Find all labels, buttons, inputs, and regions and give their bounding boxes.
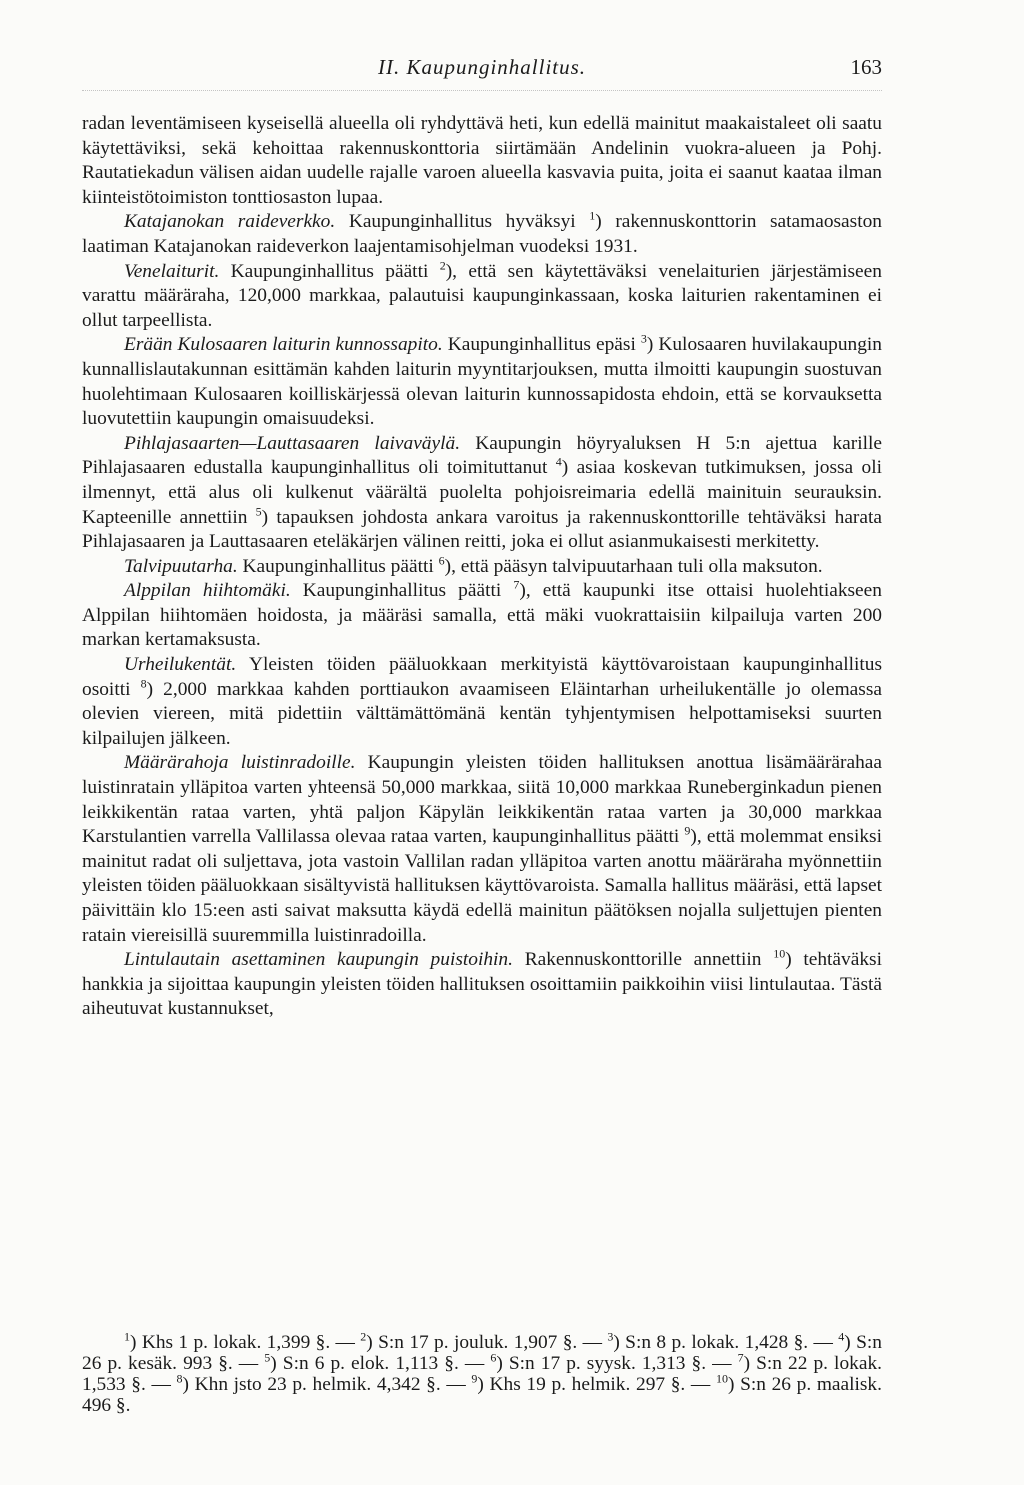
footnote-text: S:n 17 p. syysk. 1,313 §. —: [508, 1353, 732, 1374]
paragraph-text: radan leventämiseen kyseisellä alueella oli ryhdyttävä heti, kun edellä mainitut maakaistaleet oli saatu käytettäviksi, sekä kehoittaa rakennuskonttoria siirtämään Andelinin vuokra-alueen ja Pohj. Rautatiekadun välisen aidan uudelle rajalle varoen alueella kasvavia puita, joita ei saanut kaataa ilman kiinteistötoimiston tonttiosaston lupaa.: [82, 113, 882, 208]
paragraph-heading: Määrärahoja luistinradoille.: [124, 752, 356, 774]
footnote-ref: 2: [439, 258, 446, 273]
paragraph-heading: Pihlajasaarten—Lauttasaaren laivaväylä.: [124, 432, 461, 454]
footnote-number: 4: [838, 1329, 845, 1344]
footnote-number: 2: [360, 1329, 367, 1344]
paragraph-text: rakennuskonttorin satamaosaston laatiman Katajanokan raideverkon laajentamisohjelman vuodeksi 1931.: [82, 211, 882, 257]
paragraph-text: asiaa koskevan tutkimuksen, jossa oli ilmennyt, että alus oli kulkenut väärältä puolelta pohjoisreimaria edellä mainituin seurauksin. Kapteenille annettiin: [82, 457, 882, 528]
footnote-number: 6: [490, 1350, 497, 1365]
running-header: [82, 52, 882, 82]
footnote-ref: 6: [438, 553, 445, 568]
header-divider: [82, 90, 882, 91]
paragraph-text: tapauksen johdosta ankara varoitus ja rakennuskonttorille tehtäväksi harata Pihlajasaaren ja Lauttasaaren eteläkärjen välinen reitti, joka ei ollut asianmukaisesti merkitetty.: [82, 506, 882, 553]
paragraph-heading: Lintulautain asettaminen kaupungin puistoihin.: [124, 949, 513, 971]
paragraph-text: Kaupunginhallitus epäsi: [447, 334, 636, 356]
footnote-ref: 4: [555, 454, 562, 469]
paragraph-text: Rakennuskonttorille annettiin: [524, 949, 762, 971]
footnote-number: 3: [607, 1329, 614, 1344]
paragraph-heading: Urheilukentät.: [124, 654, 237, 676]
paragraph-continuation: [82, 112, 882, 210]
paragraph-text: Kulosaaren huvilakaupungin kunnallislautakunnan esittämän kahden laiturin myyntitarjouksen, mutta ilmoitti kaupungin suostuvan huolehtimaan Kulosaaren koilliskärjessä olevan laiturin kunnossapidosta ehdoin, että se korvauksetta luovutettiin kaupungin omaisuudeksi.: [82, 334, 883, 430]
footnote-text: S:n 22 p. lokak. 1,533 §. —: [82, 1353, 882, 1395]
footnote-ref: 3: [640, 331, 647, 346]
footnote-ref: 10: [773, 946, 786, 961]
paragraph-laivavayla: Pihlajasaarten—Lauttasaaren laivaväylä. Kaupungin höyryaluksen H 5:n ajettua karille Pihlajasaaren edustalla kaupunginhallitus oli toimituttanut $^4$) asiaa koskevan tutkimuksen, jossa oli ilmennyt, että alus oli kulkenut väärältä puolelta pohjoisreimaria edellä mainituin seurauksin. Kapteenille annettiin $^5$) tapauksen johdosta ankara varoitus ja rakennuskonttorille tehtäväksi harata Pihlajasaaren ja Lauttasaaren eteläkärjen välinen reitti, joka ei ollut asianmukaisesti merkitetty.: [82, 432, 882, 553]
footnote-text: S:n 6 p. elok. 1,113 §. —: [282, 1353, 485, 1374]
body-text: [82, 112, 882, 1022]
paragraph-text: , että molemmat ensiksi mainitut radat oli suljettava, jota vastoin Vallilan radan ylläpitoa varten anottu määräraha myönnettiin yleisten töiden pääluokkaan sisältyvistä hallituksen käyttövaroista. Samalla hallitus määräsi, että lapset päivittäin klo 15:een asti saivat maksutta käydä edellä mainitun päätöksen nojalla suljettujen pienten ratain viereisillä suuremmilla luistinradoilla.: [82, 826, 882, 946]
paragraph-heading: Erään Kulosaaren laiturin kunnossapito.: [124, 334, 443, 356]
footnotes: [82, 1329, 882, 1416]
footnote-number: 10: [715, 1371, 728, 1386]
footnote-ref: 8: [140, 676, 147, 691]
paragraph-text: Kaupunginhallitus päätti: [230, 260, 429, 282]
page-number: 163: [850, 55, 882, 79]
paragraph-text: Kaupungin höyryaluksen H 5:n ajettua karille Pihlajasaaren edustalla kaupunginhallitus oli toimituttanut: [82, 432, 882, 479]
paragraph-talvipuutarha: Talvipuutarha. Kaupunginhallitus päätti $^6$), että pääsyn talvipuutarhaan tuli olla maksuton.: [124, 553, 823, 577]
paragraph-venelaiturit: Venelaiturit. Kaupunginhallitus päätti $^2$), että sen käytettäväksi venelaiturien järjestämiseen varattu määräraha, 120,000 markkaa, palautuisi kaupunginkassaan, koska laiturien rakentaminen ei ollut tarpeellista.: [82, 258, 882, 331]
chapter-title: II. Kaupunginhallitus.: [377, 55, 587, 79]
paragraph-luistinradat: Määrärahoja luistinradoille. Kaupungin yleisten töiden hallituksen anottua lisämäärärahaa luistinratain ylläpitoa varten yhteensä 50,000 markkaa, siitä 10,000 markkaa Runeberginkadun pienen leikkikentän rataa varten, yhtä paljon Käpylän leikkikentän rataa varten ja 30,000 markkaa Karstulantien varrella Vallilassa olevaa rataa varten, kaupunginhallitus päätti $^9$), että molemmat ensiksi mainitut radat oli suljettava, jota vastoin Vallilan radan ylläpitoa varten anottu määräraha myönnettiin yleisten töiden pääluokkaan sisältyvistä hallituksen käyttövaroista. Samalla hallitus määräsi, että lapset päivittäin klo 15:een asti saivat maksutta käydä edellä mainitun päätöksen nojalla suljettujen pienten ratain viereisillä suuremmilla luistinradoilla.: [82, 752, 882, 946]
paragraph-urheilukentat: Urheilukentät. Yleisten töiden pääluokkaan merkityistä käyttövaroistaan kaupunginhallitus osoitti $^8$) 2,000 markkaa kahden porttiaukon avaamiseen Eläintarhan urheilukentälle jo olemassa olevien viereen, mitä pidettiin välttämättömänä kentän tyhjentymisen helpottamiseksi suurten kilpailujen jälkeen.: [82, 654, 882, 749]
paragraph-text: , että sen käytettäväksi venelaiturien järjestämiseen varattu määräraha, 120,000 markkaa, palautuisi kaupunginkassaan, koska laiturien rakentaminen ei ollut tarpeellista.: [82, 260, 882, 331]
paragraph-katajanokan: Katajanokan raideverkko. Kaupunginhallitus hyväksyi $^1$) rakennuskonttorin satamaosaston laatiman Katajanokan raideverkon laajentamisohjelman vuodeksi 1931.: [82, 208, 882, 257]
footnote-text: S:n 26 p. kesäk. 993 §. —: [82, 1332, 882, 1374]
paragraph-text: , että pääsyn talvipuutarhaan tuli olla maksuton.: [451, 555, 823, 577]
paragraph-text: Kaupunginhallitus hyväksyi: [348, 211, 576, 233]
footnote-number: 7: [737, 1350, 744, 1365]
footnote-number: 5: [264, 1350, 271, 1365]
paragraph-text: tehtäväksi hankkia ja sijoittaa kaupungin yleisten töiden hallituksen osoittamiin paikkoihin viisi lintulautaa. Tästä aiheutuvat kustannukset,: [82, 949, 882, 1020]
footnote-text: Khn jsto 23 p. helmik. 4,342 §. —: [194, 1374, 466, 1395]
footnote-ref: 9: [684, 823, 691, 838]
footnote-ref: 5: [255, 504, 262, 519]
paragraph-text: Yleisten töiden pääluokkaan merkityistä käyttövaroistaan kaupunginhallitus osoitti: [82, 654, 882, 700]
footnote-ref: 7: [513, 577, 520, 592]
footnote-ref: 1: [589, 208, 596, 223]
footnote-text: S:n 26 p. maalisk. 496 §.: [82, 1374, 882, 1416]
footnote-text: S:n 17 p. jouluk. 1,907 §. —: [378, 1332, 602, 1353]
paragraph-text: Kaupunginhallitus päätti: [302, 580, 502, 602]
paragraph-heading: Alppilan hiihtomäki.: [124, 580, 291, 602]
paragraph-lintulaudat: Lintulautain asettaminen kaupungin puistoihin. Rakennuskonttorille annettiin $^{10}$) tehtäväksi hankkia ja sijoittaa kaupungin yleisten töiden hallituksen osoittamiin paikkoihin viisi lintulautaa. Tästä aiheutuvat kustannukset,: [82, 946, 882, 1020]
footnote-number: 1: [124, 1329, 130, 1344]
paragraph-heading: Venelaiturit.: [124, 260, 220, 282]
paragraph-kulosaari: Erään Kulosaaren laiturin kunnossapito. Kaupunginhallitus epäsi $^3$) Kulosaaren huvilakaupungin kunnallislautakunnan esittämän kahden laiturin myyntitarjouksen, mutta ilmoitti kaupungin suostuvan huolehtimaan Kulosaaren koilliskärjessä olevan laiturin kunnossapidosta ehdoin, että se korvauksetta luovutettiin kaupungin omaisuudeksi.: [82, 331, 883, 430]
paragraph-heading: Katajanokan raideverkko.: [124, 211, 336, 233]
footnote-text: S:n 8 p. lokak. 1,428 §. —: [625, 1332, 833, 1353]
paragraph-text: Kaupunginhallitus päätti: [242, 555, 434, 577]
paragraph-text: 2,000 markkaa kahden porttiaukon avaamiseen Eläintarhan urheilukentälle jo olemassa olevien viereen, mitä pidettiin välttämättömänä kentän tyhjentymisen helpottamiseksi suurten kilpailujen jälkeen.: [82, 678, 882, 749]
footnote-number: 8: [176, 1371, 183, 1386]
footnote-text: Khs 1 p. lokak. 1,399 §. —: [141, 1332, 355, 1353]
paragraph-heading: Talvipuutarha.: [124, 555, 238, 577]
paragraph-text: , että kaupunki itse ottaisi huolehtiakseen Alppilan hiihtomäen hoidosta, ja määräsi samalla, että mäki vuokrattaisiin kilpailuja varten 200 markan kertamaksusta.: [82, 580, 882, 651]
footnote-number: 9: [471, 1371, 478, 1386]
footnote-text: Khs 19 p. helmik. 297 §. —: [489, 1374, 711, 1395]
paragraph-text: Kaupungin yleisten töiden hallituksen anottua lisämäärärahaa luistinratain ylläpitoa varten yhteensä 50,000 markkaa, siitä 10,000 markkaa Runeberginkadun pienen leikkikentän rataa varten, yhtä paljon Käpylän leikkikentän rataa varten ja 30,000 markkaa Karstulantien varrella Vallilassa olevaa rataa varten, kaupunginhallitus päätti: [82, 752, 882, 848]
footnote-list: $^1$) Khs 1 p. lokak. 1,399 §. — $^2$) S:n 17 p. jouluk. 1,907 §. — $^3$) S:n 8 p. lokak. 1,428 §. — $^4$) S:n 26 p. kesäk. 993 §. — $^5$) S:n 6 p. elok. 1,113 §. — $^6$) S:n 17 p. syysk. 1,313 §. — $^7$) S:n 22 p. lokak. 1,533 §. — $^8$) Khn jsto 23 p. helmik. 4,342 §. — $^9$) Khs 19 p. helmik. 297 §. — $^{10}$) S:n 26 p. maalisk. 496 §.: [82, 1329, 882, 1416]
paragraph-hiihtomaki: Alppilan hiihtomäki. Kaupunginhallitus päätti $^7$), että kaupunki itse ottaisi huolehtiakseen Alppilan hiihtomäen hoidosta, ja määräsi samalla, että mäki vuokrattaisiin kilpailuja varten 200 markan kertamaksusta.: [82, 577, 882, 651]
